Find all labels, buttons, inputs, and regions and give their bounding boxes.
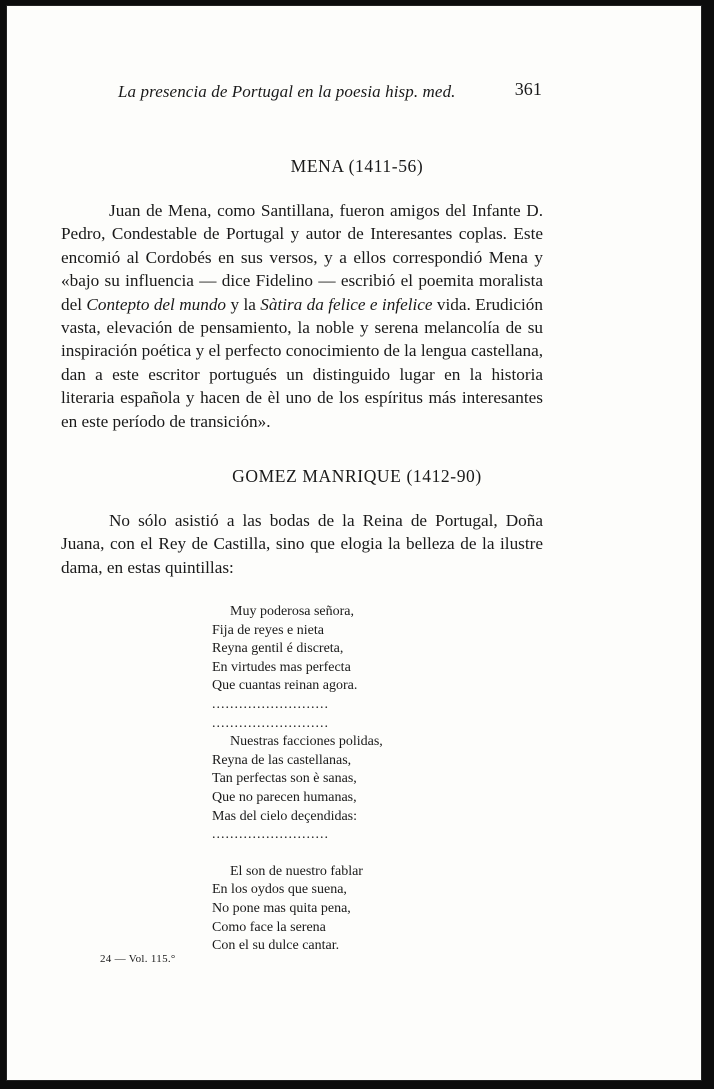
verse-line: Reyna gentil é discreta, <box>212 641 344 657</box>
verse-line: Que no parecen humanas, <box>212 789 357 805</box>
paragraph-gomez-manrique <box>61 509 543 579</box>
verse-line: En los oydos que suena, <box>212 882 347 898</box>
verse-line: En virtudes mas perfecta <box>212 659 351 675</box>
running-title: La presencia de Portugal en la poesia hisp. med. <box>118 82 456 101</box>
verse-line: Reyna de las castellanas, <box>212 752 352 768</box>
verse-line: El son de nuestro fablar <box>230 863 363 879</box>
work-title: Contepto del mundo <box>86 294 227 314</box>
section-title-mena: MENA (1411-56) <box>290 156 424 176</box>
paragraph-text: No sólo asistió a las bodas de la Reina de Portugal, Doña Juana, con el Rey de Castilla, sino que elogia la belleza de la ilustre dama, en estas quintillas: <box>61 511 543 577</box>
verse-line: Fija de reyes e nieta <box>212 622 324 638</box>
verse-line: Como face la serena <box>212 919 326 935</box>
printer-signature: 24 — Vol. 115.° <box>100 953 176 965</box>
verse-line: Con el su dulce cantar. <box>212 938 340 954</box>
verse-line: Nuestras facciones polidas, <box>230 734 383 750</box>
running-header <box>118 79 542 102</box>
paragraph-text: Juan de Mena, como Santillana, fueron amigos del Infante D. Pedro, Condestable de Portugal y autor de Interesantes coplas. Este encomió al Cordobés en sus versos, y a ellos correspondió Mena y «bajo su influencia — dice Fidelino — escribió el poemita moralista del <box>61 201 543 314</box>
verse-line: Tan perfectas son è sanas, <box>212 771 357 787</box>
work-title: Sàtira da felice e infelice <box>260 294 433 314</box>
page-number: 361 <box>514 79 542 99</box>
verse-line: Muy poderosa señora, <box>230 604 355 619</box>
section-title-gomez-manrique: GOMEZ MANRIQUE (1412-90) <box>232 466 482 486</box>
ellipsis-line: .......................... <box>212 715 329 731</box>
ellipsis-line: .......................... <box>212 827 329 843</box>
verse-line: Que cuantas reinan agora. <box>212 678 358 694</box>
paragraph-text: y la <box>226 294 261 314</box>
verse-line: Mas del cielo deçendidas: <box>212 808 358 824</box>
verse-line: No pone mas quita pena, <box>212 900 351 916</box>
paragraph-mena <box>61 199 543 433</box>
ellipsis-line: .......................... <box>212 696 329 712</box>
paragraph-text: vida. Erudición vasta, elevación de pensamiento, la noble y serena melancolía de su inspiración poética y el perfecto conocimiento de la lengua castellana, dan a este escritor portugués un distinguido lugar en la historia literaria española y hacen de èl uno de los espíritus más interesantes en este período de transición». <box>61 294 543 431</box>
verse-block <box>212 603 432 956</box>
